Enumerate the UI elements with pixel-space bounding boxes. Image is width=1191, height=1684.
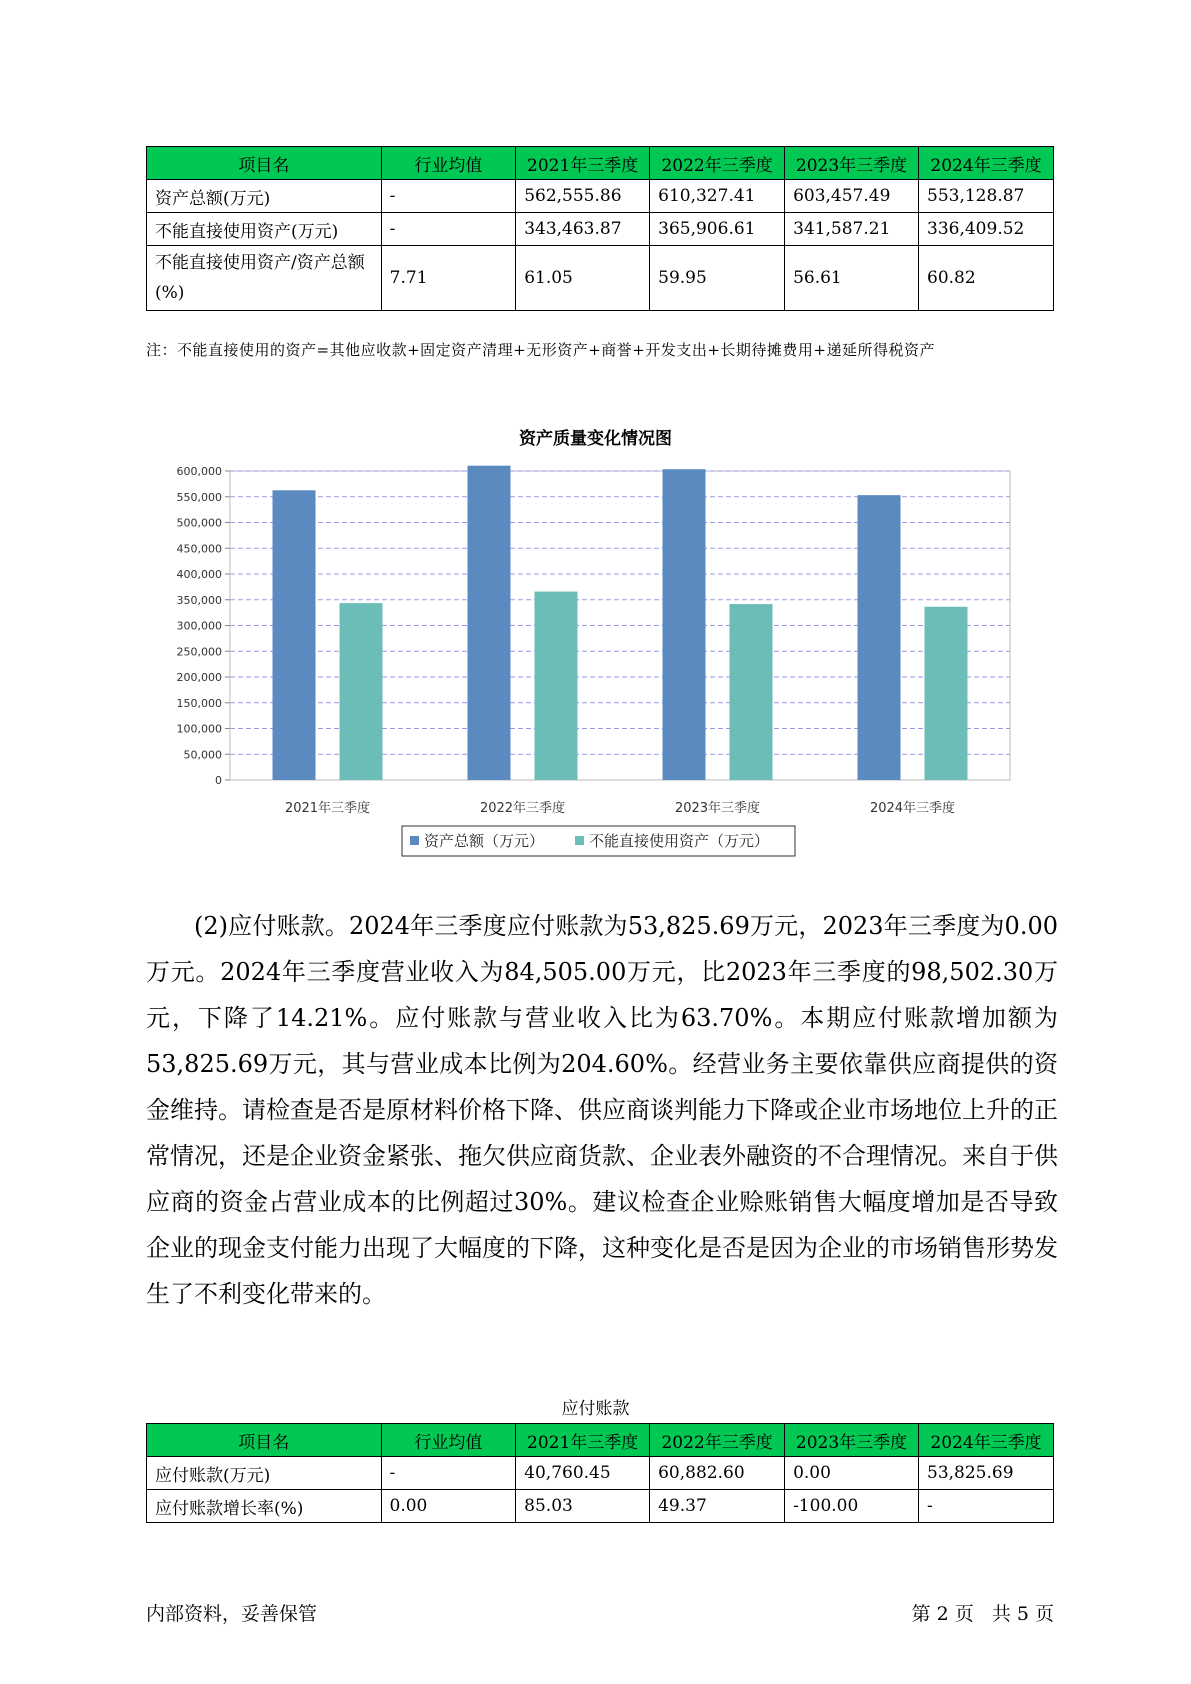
y-tick-label: 450,000 [176, 542, 222, 556]
bar-non-usable-assets [535, 592, 578, 780]
y-tick-label: 550,000 [176, 490, 222, 504]
header-2021q3: 2021年三季度 [516, 147, 650, 180]
x-tick-label: 2024年三季度 [869, 801, 956, 816]
chart-title: 资产质量变化情况图 [519, 429, 672, 449]
cell-value: 603,457.49 [785, 180, 919, 213]
header-2024q3: 2024年三季度 [919, 147, 1054, 180]
cell-label: 应付账款增长率(%) [147, 1490, 382, 1523]
accounts-payable-paragraph: (2)应付账款。2024年三季度应付账款为53,825.69万元，2023年三季度为0.00万元。2024年三季度营业收入为84,505.00万元，比2023年三季度的98,502.30万元，下降了14.21%。应付账款与营业收入比为63.70%。本期应付账款增加额为53,825.69万元，其与营业成本比例为204.60%。经营业务主要依靠供应商提供的资金维持。请检查是否是原材料价格下降、供应商谈判能力下降或企业市场地位上升的正常情况，还是企业资金紧张、拖欠供应商货款、企业表外融资的不合理情况。来自于供应商的资金占营业成本的比例超过30%。建议检查企业赊账销售大幅度增加是否导致企业的现金支付能力出现了大幅度的下降，这种变化是否是因为企业的市场销售形势发生了不利变化带来的。 [146, 912, 1058, 1308]
legend-label: 资产总额（万元） [424, 832, 545, 850]
accounts-payable-table [146, 1423, 1054, 1523]
bar-non-usable-assets [925, 607, 968, 780]
cell-label: 应付账款(万元) [147, 1457, 382, 1490]
x-tick-label: 2021年三季度 [284, 801, 371, 816]
cell-value: - [381, 180, 516, 213]
cell-value: 60.82 [919, 246, 1054, 311]
header-2023q3: 2023年三季度 [785, 147, 919, 180]
header-2022q3: 2022年三季度 [650, 1424, 785, 1457]
bar-non-usable-assets [730, 604, 773, 780]
x-tick-label: 2023年三季度 [674, 801, 761, 816]
footer-confidential: 内部资料，妥善保管 [146, 1603, 318, 1625]
cell-value: - [919, 1490, 1054, 1523]
bar-total-assets [468, 466, 511, 780]
cell-value: 365,906.61 [650, 213, 785, 246]
cell-value: - [381, 1457, 516, 1490]
cell-label: 不能直接使用资产/资产总额(%) [147, 246, 382, 311]
cell-value: 85.03 [516, 1490, 650, 1523]
x-tick-label: 2022年三季度 [479, 801, 566, 816]
header-2021q3: 2021年三季度 [516, 1424, 650, 1457]
header-item-name: 项目名 [147, 147, 382, 180]
header-2023q3: 2023年三季度 [785, 1424, 919, 1457]
cell-value: - [381, 213, 516, 246]
cell-label: 资产总额(万元) [147, 180, 382, 213]
y-tick-label: 350,000 [176, 593, 222, 607]
legend-label: 不能直接使用资产（万元） [589, 832, 770, 850]
header-2022q3: 2022年三季度 [650, 147, 785, 180]
cell-value: 343,463.87 [516, 213, 650, 246]
y-tick-label: 0 [215, 774, 222, 787]
cell-value: 40,760.45 [516, 1457, 650, 1490]
y-tick-label: 300,000 [176, 619, 222, 633]
table-row [147, 1490, 1054, 1523]
cell-value: 0.00 [381, 1490, 516, 1523]
cell-value: 341,587.21 [785, 213, 919, 246]
bar-total-assets [663, 469, 706, 780]
y-tick-label: 600,000 [176, 465, 222, 478]
cell-value: 553,128.87 [919, 180, 1054, 213]
y-tick-label: 200,000 [176, 671, 222, 684]
y-tick-label: 250,000 [176, 645, 222, 659]
bar-total-assets [273, 490, 316, 780]
y-tick-label: 500,000 [176, 516, 222, 530]
cell-value: 59.95 [650, 246, 785, 311]
bar-non-usable-assets [340, 603, 383, 780]
y-tick-label: 150,000 [176, 696, 222, 710]
cell-value: 53,825.69 [919, 1457, 1054, 1490]
legend-swatch [410, 836, 419, 845]
cell-label: 不能直接使用资产(万元) [147, 213, 382, 246]
bar-total-assets [858, 495, 901, 780]
y-tick-label: 400,000 [176, 568, 222, 581]
cell-value: 610,327.41 [650, 180, 785, 213]
cell-value: 49.37 [650, 1490, 785, 1523]
table-row [147, 1457, 1054, 1490]
y-tick-label: 50,000 [183, 748, 222, 762]
header-item-name: 项目名 [147, 1424, 382, 1457]
cell-value: 61.05 [516, 246, 650, 311]
table-header-row [147, 1424, 1054, 1457]
y-tick-label: 100,000 [176, 722, 222, 736]
table-footnote: 注：不能直接使用的资产=其他应收款+固定资产清理+无形资产+商誉+开发支出+长期待摊费用+递延所得税资产 [146, 341, 935, 359]
cell-value: 562,555.86 [516, 180, 650, 213]
cell-value: 336,409.52 [919, 213, 1054, 246]
cell-value: 56.61 [785, 246, 919, 311]
legend-swatch [575, 836, 584, 845]
cell-value: 60,882.60 [650, 1457, 785, 1490]
footer-page-number: 第 2 页 共 5 页 [911, 1603, 1054, 1625]
cell-value: 0.00 [785, 1457, 919, 1490]
table2-caption: 应付账款 [561, 1399, 630, 1419]
cell-value: -100.00 [785, 1490, 919, 1523]
header-industry-avg: 行业均值 [381, 147, 516, 180]
cell-value: 7.71 [381, 246, 516, 311]
header-2024q3: 2024年三季度 [919, 1424, 1054, 1457]
header-industry-avg: 行业均值 [381, 1424, 516, 1457]
